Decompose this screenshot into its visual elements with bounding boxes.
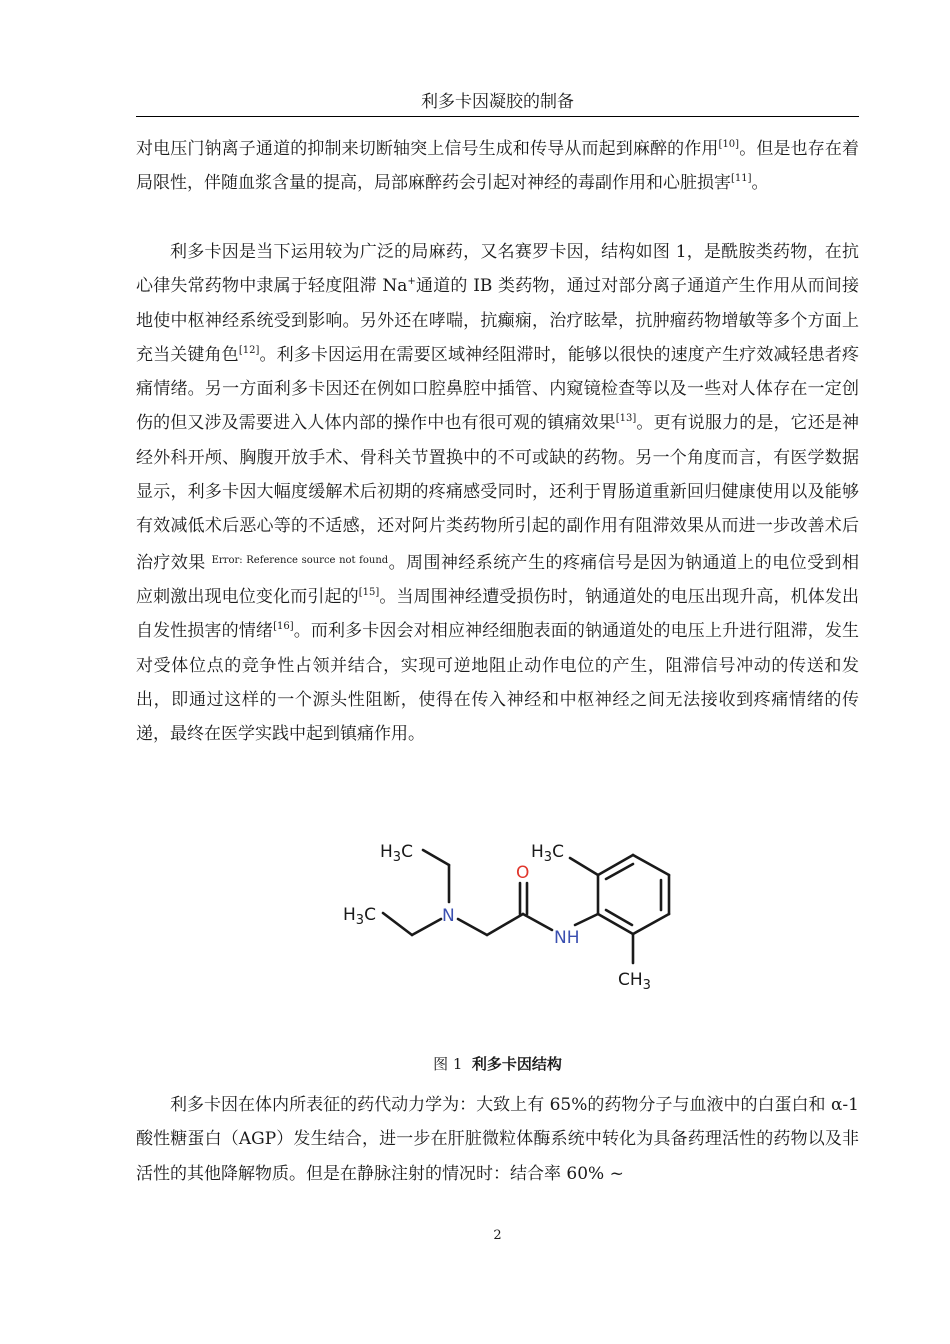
figure-caption	[136, 1052, 859, 1076]
citation-11[interactable]: [11]	[731, 173, 752, 185]
label-h3c-left: $H_3C$	[343, 905, 376, 928]
bond-ch2-co	[487, 914, 523, 935]
p2-part-f: 。当周围神经遭受损伤时，钠通道处的电压出现升高，机体发出自发性损害的情绪	[136, 586, 859, 642]
p1-text-b: 。但是也存在着局限性，伴随血浆含量的提高，局部麻醉药会引起对神经的毒副作用和心脏损害	[136, 139, 860, 194]
ring-double-3	[606, 910, 632, 925]
label-nh: NH	[554, 928, 580, 948]
paragraph-3	[136, 1088, 859, 1191]
citation-16[interactable]: [16]	[273, 621, 294, 633]
p2-part-b: 通道的 IB 类药物，通过对部分离子通道产生作用从而间接地使中枢神经系统受到影响。另外还在哮喘，抗癫痫，治疗眩晕，抗肿瘤药物增敏等多个方面上充当关键角色	[136, 276, 859, 365]
ring-double-1	[606, 864, 633, 879]
caption-number: 图 1	[433, 1055, 463, 1073]
citation-15[interactable]: [15]	[358, 586, 380, 598]
citation-10[interactable]: [10]	[718, 139, 740, 150]
label-h3c-top: $H_3C$	[380, 842, 413, 865]
bond-ethyl1-a	[423, 850, 449, 865]
label-h3c-ring: $H_3C$	[531, 842, 564, 865]
bond-n-ch2	[458, 919, 487, 935]
paragraph-1	[136, 132, 859, 201]
na-superscript: +	[407, 276, 416, 288]
citation-12[interactable]: [12]	[238, 344, 260, 356]
p2-part-e: 。周围神经系统产生的疼痛信号是因为钠通道上的电位受到相应刺激出现电位变化而引起的	[136, 552, 859, 607]
bond-methyl-top	[570, 858, 598, 875]
p2-part-g: 。而利多卡因会对相应神经细胞表面的钠通道处的电压上升进行阻滞，发生对受体位点的竞争性占领并结合，实现可逆地阻止动作电位的产生，阻滞信号冲动的传送和发出，即通过这样的一个源头性阻断，使得在传入神经和中枢神经之间无法接收到疼痛情绪的传递，最终在医学实践中起到镇痛作用。	[136, 621, 860, 745]
header-title: 利多卡因凝胶的制备	[421, 92, 574, 112]
bond-nh-ring	[575, 914, 598, 925]
paragraph-2	[136, 235, 859, 751]
p2-part-c: 。利多卡因运用在需要区域神经阻滞时，能够以很快的速度产生疗效减轻患者疼痛情绪。另一方面利多卡因还在例如口腔鼻腔中插管、内窥镜检查等以及一些对人体存在一定创伤的但又涉及需要进入人体内部的操作中也有很可观的镇痛效果	[136, 344, 860, 434]
p1-text-c: 。	[751, 173, 769, 194]
bond-ethyl2-b	[412, 919, 441, 935]
reference-error: Error: Reference source not found	[211, 554, 389, 566]
running-header	[136, 90, 859, 117]
page-number: 2	[493, 1228, 502, 1243]
p2-part-d: 。更有说服力的是，它还是神经外科开颅、胸腹开放手术、骨科关节置换中的不可或缺的药物。另一个角度而言，有医学数据显示，利多卡因大幅度缓解术后初期的疼痛感受同时，还利于胃肠道重新回归健康使用以及能够有效减低术后恶心等的不适感，还对阿片类药物所引起的副作用有阻滞效果从而进一步改善术后治疗效果	[136, 413, 859, 573]
p1-text: 对电压门钠离子通道的抑制来切断轴突上信号生成和传导从而起到麻醉的作用	[136, 139, 719, 159]
citation-13[interactable]: [13]	[615, 413, 637, 425]
bond-c-nh	[523, 914, 552, 930]
ring-bond-2	[598, 855, 633, 875]
label-ch3: $CH_3$	[618, 970, 651, 993]
bond-ethyl2-a	[383, 913, 412, 935]
lidocaine-structure-figure	[330, 830, 690, 1005]
label-oxygen: O	[516, 863, 530, 883]
ring-bond-3	[633, 855, 669, 875]
caption-title: 利多卡因结构	[471, 1055, 562, 1073]
label-nitrogen: N	[442, 906, 455, 926]
p2-part-a: 利多卡因是当下运用较为广泛的局麻药，又名赛罗卡因，结构如图 1，是酰胺类药物，在抗心律失常药物中隶属于轻度阻滞 Na	[136, 242, 859, 297]
p3-text: 利多卡因在体内所表征的药代动力学为：大致上有 65%的药物分子与血液中的白蛋白和 α-1 酸性糖蛋白（AGP）发生结合，进一步在肝脏微粒体酶系统中转化为具备药理活性的药物以及非活性的其他降解物质。但是在静脉注射的情况时：结合率 60% ~	[136, 1095, 859, 1184]
ring-bond-5	[633, 914, 669, 934]
